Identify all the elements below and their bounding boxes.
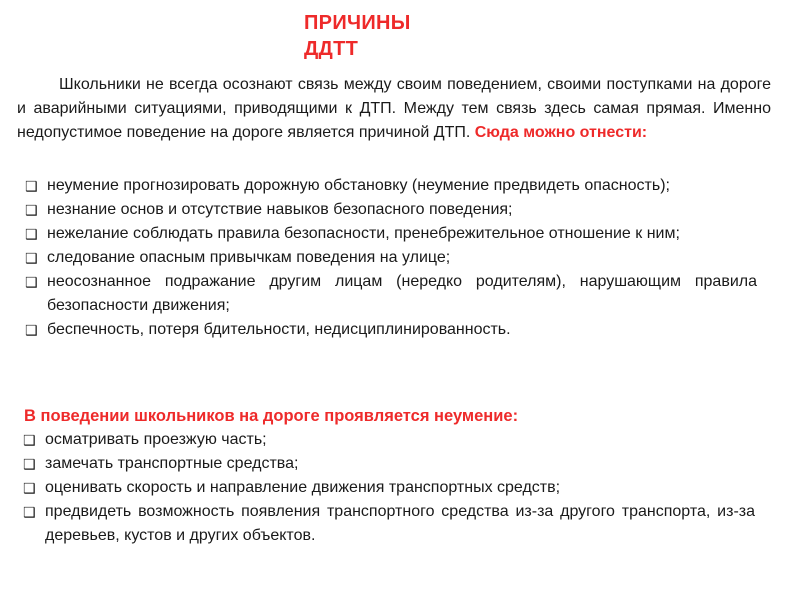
inability-heading: В поведении школьников на дороге проявляется неумение:: [24, 407, 519, 425]
list-item: [25, 174, 757, 198]
list-item: [25, 246, 757, 270]
checkbox-bullet-icon: ❑: [25, 274, 38, 290]
list-item-text: неумение прогнозировать дорожную обстановку (неумение предвидеть опасность);: [47, 177, 670, 194]
checkbox-bullet-icon: ❑: [23, 480, 36, 496]
list-item-text: осматривать проезжую часть;: [45, 431, 267, 448]
checkbox-bullet-icon: ❑: [25, 322, 38, 338]
intro-paragraph: [17, 73, 771, 145]
slide-title: ПРИЧИНЫ ДДТТ: [304, 12, 411, 60]
checkbox-bullet-icon: ❑: [25, 178, 38, 194]
checkbox-bullet-icon: ❑: [25, 202, 38, 218]
checkbox-bullet-icon: ❑: [25, 250, 38, 266]
list-item: [23, 500, 755, 548]
intro-highlight: Сюда можно отнести:: [474, 124, 648, 141]
list-item: [23, 428, 755, 452]
list-item: [23, 476, 755, 500]
list-item: [25, 318, 757, 342]
list-item-text: незнание основ и отсутствие навыков безопасного поведения;: [47, 201, 513, 218]
checkbox-bullet-icon: ❑: [23, 456, 36, 472]
list-item-text: следование опасным привычкам поведения на улице;: [47, 249, 451, 266]
list-item-text: беспечность, потеря бдительности, недисциплинированность.: [47, 321, 511, 338]
list-item-text: предвидеть возможность появления транспортного средства из-за другого транспорта, из-за деревьев, кустов и других объектов.: [45, 503, 755, 544]
list-item-text: оценивать скорость и направление движения транспортных средств;: [45, 479, 561, 496]
checkbox-bullet-icon: ❑: [25, 226, 38, 242]
causes-list: [25, 174, 757, 342]
list-item-text: замечать транспортные средства;: [45, 455, 299, 472]
list-item-text: нежелание соблюдать правила безопасности, пренебрежительное отношение к ним;: [47, 225, 680, 242]
intro-text: Школьники не всегда осознают связь между своим поведением, своими поступками на дороге и аварийными ситуациями, приводящими к ДТП. Между тем связь здесь самая прямая. Именно недопустимое поведение на дороге является причиной ДТП.: [17, 76, 771, 141]
checkbox-bullet-icon: ❑: [23, 432, 36, 448]
list-item-text: неосознанное подражание другим лицам (нередко родителям), нарушающим правила безопасности движения;: [47, 273, 757, 314]
list-item: [25, 198, 757, 222]
list-item: [25, 270, 757, 318]
checkbox-bullet-icon: ❑: [23, 504, 36, 520]
list-item: [25, 222, 757, 246]
inabilities-list: [23, 428, 755, 548]
list-item: [23, 452, 755, 476]
